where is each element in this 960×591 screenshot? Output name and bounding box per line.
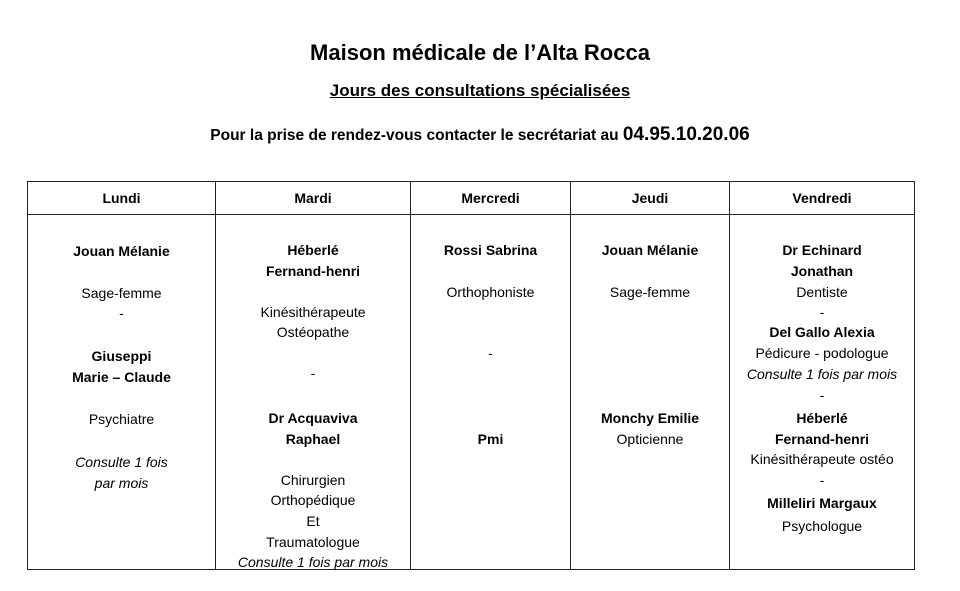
schedule-table xyxy=(27,181,915,570)
lundi-role-1: Sage-femme xyxy=(81,285,162,301)
subtitle-text: Jours des consultations spécialisées xyxy=(329,81,631,100)
jeudi-role-1: Sage-femme xyxy=(609,284,691,300)
lundi-note-line-1: Consulte 1 fois xyxy=(75,454,168,470)
day-header-vendredi: Vendredi xyxy=(730,182,915,215)
page-title: Maison médicale de l’Alta Rocca xyxy=(310,40,650,65)
mardi-name-1-line-2: Fernand-henri xyxy=(265,263,361,279)
cell-mercredi xyxy=(411,215,571,570)
cell-vendredi xyxy=(730,215,915,570)
mardi-name-1-line-1: Héberlé xyxy=(287,242,339,258)
cell-lundi xyxy=(28,215,216,570)
vendredi-role-3: Kinésithérapeute ostéo xyxy=(750,451,894,467)
vendredi-role-1: Dentiste xyxy=(796,284,848,300)
vendredi-name-1-line-1: Dr Echinard xyxy=(782,242,862,258)
lundi-name-1: Jouan Mélanie xyxy=(73,243,170,259)
cell-jeudi xyxy=(571,215,730,570)
mercredi-name-2: Pmi xyxy=(477,431,504,447)
vendredi-name-3-line-1: Héberlé xyxy=(796,410,848,426)
vendredi-separator-1: - xyxy=(819,304,825,320)
schedule-row xyxy=(28,215,915,570)
lundi-name-2-line-2: Marie – Claude xyxy=(72,369,171,385)
page-subtitle xyxy=(0,81,960,101)
mardi-separator-1: - xyxy=(310,365,316,381)
cell-mardi xyxy=(216,215,411,570)
contact-line xyxy=(0,124,960,146)
vendredi-role-2: Pédicure - podologue xyxy=(755,345,889,361)
phone-number: 04.95.10.20.06 xyxy=(622,124,750,145)
mercredi-role-1: Orthophoniste xyxy=(446,284,535,300)
lundi-name-2-line-1: Giuseppi xyxy=(91,348,152,364)
lundi-role-2: Psychiatre xyxy=(88,411,155,427)
vendredi-name-2: Del Gallo Alexia xyxy=(769,324,875,340)
jeudi-name-2: Monchy Emilie xyxy=(600,410,700,426)
mardi-role-2-line-4: Traumatologue xyxy=(266,534,360,550)
vendredi-note-2: Consulte 1 fois par mois xyxy=(746,366,898,382)
vendredi-name-3-line-2: Fernand-henri xyxy=(774,431,870,447)
contact-text: Pour la prise de rendez-vous contacter le secrétariat au xyxy=(210,127,619,144)
lundi-note-line-2: par mois xyxy=(94,475,149,491)
mardi-role-2-line-1: Chirurgien xyxy=(280,472,346,488)
day-header-lundi: Lundi xyxy=(28,182,216,215)
vendredi-name-1-line-2: Jonathan xyxy=(790,263,854,279)
day-header-mardi: Mardi xyxy=(216,182,411,215)
mercredi-separator-1: - xyxy=(488,345,493,361)
vendredi-separator-3: - xyxy=(819,472,825,488)
day-header-mercredi: Mercredi xyxy=(411,182,571,215)
vendredi-role-4: Psychologue xyxy=(781,518,863,534)
header-row xyxy=(28,182,915,215)
mardi-role-1-line-2: Ostéopathe xyxy=(276,324,350,340)
mardi-role-2-line-3: Et xyxy=(306,513,320,529)
mardi-note: Consulte 1 fois par mois xyxy=(237,554,389,570)
jeudi-role-2: Opticienne xyxy=(616,431,684,447)
lundi-separator-1: - xyxy=(119,305,124,321)
day-header-jeudi: Jeudi xyxy=(571,182,730,215)
mardi-name-2-line-1: Dr Acquaviva xyxy=(268,410,358,426)
jeudi-name-1: Jouan Mélanie xyxy=(601,242,699,258)
vendredi-separator-2: - xyxy=(819,387,825,403)
vendredi-name-4: Milleliri Margaux xyxy=(767,495,877,511)
mardi-name-2-line-2: Raphael xyxy=(285,431,341,447)
mardi-role-2-line-2: Orthopédique xyxy=(270,492,356,508)
mardi-role-1-line-1: Kinésithérapeute xyxy=(260,304,366,320)
mercredi-name-1: Rossi Sabrina xyxy=(443,242,538,258)
